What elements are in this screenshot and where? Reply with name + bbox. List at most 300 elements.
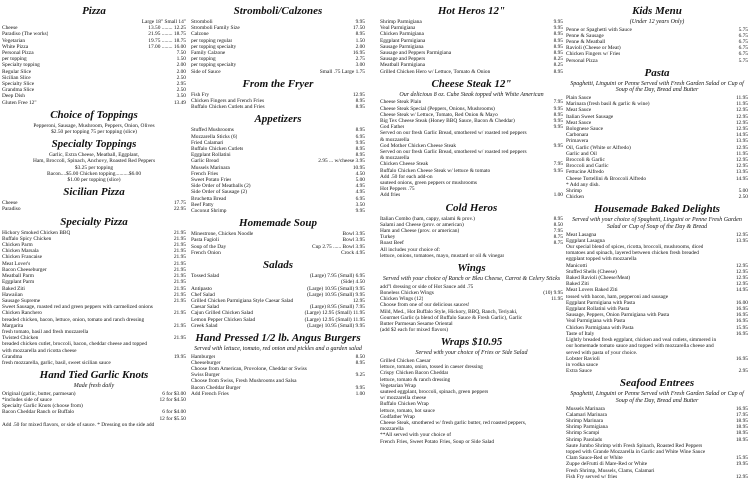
menu-item-name: Soup of the Day — [191, 243, 227, 250]
menu-item-price: 21.95 — [173, 266, 186, 273]
section-subtitle: Served with your choice of Spaghetti, Linguini or Penne Fresh Garden Salad or Cup of Soup of the Day & Bread — [572, 217, 742, 231]
menu-item-price: 6.75 — [738, 32, 748, 39]
menu-item-name: Lemon Pepper Chicken Salad — [191, 316, 256, 323]
menu-item-price: 18.95 — [735, 424, 748, 431]
menu-item-name: Bolognese Sauce — [566, 126, 603, 133]
menu-item-name: Shrimp Parolado — [566, 436, 603, 443]
menu-item — [191, 391, 365, 397]
menu-column-4 — [566, 2, 748, 483]
menu-item-name: Choose from Swiss, Fresh Mushrooms and Salsa — [191, 378, 297, 385]
menu-item-price: 11.95 — [736, 150, 748, 157]
menu-item-price: 9.95 — [553, 124, 563, 131]
menu-item-name: Sweet Sausage, roasted red and green peppers with carmelized onions — [2, 304, 153, 311]
menu-item-price: 7.50 — [176, 50, 186, 57]
menu-item-name: Butter Parmesan Sesame Oriental — [380, 320, 453, 327]
menu-item-name: Chicken Ranchero — [2, 310, 42, 317]
menu-item-name: per topping specialty — [191, 62, 237, 69]
menu-item-price: 9.95 — [553, 167, 563, 174]
menu-item-price: 17.00 ........ 16.00 — [148, 43, 186, 50]
section-title: From the Fryer — [242, 77, 314, 90]
menu-item-price: (Large) 10.95 (Small) 9.95 — [307, 322, 365, 329]
menu-item-price: (10) 9.95 — [543, 289, 563, 296]
menu-item-name: Mozzarella Sticks (6) — [191, 133, 238, 140]
menu-item-price: 1.00 — [355, 390, 365, 397]
section-text-line: $1.00 per topping (slice) — [67, 177, 121, 184]
menu-item-name: Chicken Wings (12) — [380, 296, 424, 303]
menu-item-price: 18.95 — [735, 417, 748, 424]
menu-item-price: 14.95 — [735, 132, 748, 139]
menu-item-price — [183, 422, 186, 428]
menu-item — [191, 104, 365, 110]
section-title: Homemade Soup — [239, 217, 317, 230]
menu-item-price: (Large) 12.95 (Small) 11.95 — [304, 316, 365, 323]
menu-item-name: Grilled Chicken Parmigiana Style Caesar Salad — [191, 297, 294, 304]
menu-item-name: Hamburger — [191, 353, 216, 360]
menu-item-name: Fish Fry — [191, 91, 210, 98]
menu-item-price: 12.95 — [735, 119, 748, 126]
menu-item-price: 16.95 — [735, 306, 748, 313]
menu-item-price: 19.95 — [735, 461, 748, 468]
menu-item-price — [183, 360, 186, 366]
menu-item-name: Buffalo Chicken Wrap — [380, 401, 429, 408]
menu-item-name: Shrimp Marinara — [566, 417, 603, 424]
menu-item-price: 17.50 — [352, 25, 365, 32]
section-subtitle: Spaghetti, Linguini or Penne Served with Fresh Garden Salad or Cup of Soup of the Day, Bread and Butter — [570, 391, 744, 404]
menu-item-price: 1.50 — [355, 37, 365, 44]
menu-item-price: 21.95 — [173, 297, 186, 304]
menu-item-name: *includes side of sauce — [2, 396, 52, 403]
menu-item-name: Boneless Chicken Wings — [380, 289, 434, 296]
menu-item-price: 14.95 — [735, 175, 748, 182]
menu-item-price: 8.95 — [553, 43, 563, 50]
menu-item-name: Chicken Fingers w/ Fries — [566, 51, 621, 58]
section-title: Hand Pressed 1/2 lb. Angus Burgers — [195, 331, 361, 344]
menu-item-name: topped with Grande Mozzarella in Garlic and White Wine Sauce — [566, 448, 706, 455]
menu-item-price: 21.95 — [173, 229, 186, 236]
menu-item-name: Gluten Free 12" — [2, 99, 37, 106]
menu-item-name: God Mother Chicken Cheese Steak — [380, 142, 457, 149]
menu-item-name: Tossed Salad — [191, 273, 220, 280]
menu-item-name: Meat Lovers Baked Ziti — [566, 287, 618, 294]
menu-item-name: lettuce, tomato, onion, tossed in caeser dressing — [380, 364, 483, 371]
section-title: Specialty Toppings — [51, 138, 137, 151]
menu-item-name: Chicken Parm — [2, 242, 33, 249]
menu-item-name: Cheese Tortellini & Broccoli Alfredo — [566, 175, 647, 182]
menu-item-name: Coconut Shrimp — [191, 208, 227, 215]
menu-item-name: Choose from American, Provolone, Cheddar or Swiss — [191, 365, 307, 372]
menu-item-name: Specialty Slice — [2, 81, 35, 88]
menu-item-price: 2.50 — [738, 194, 748, 201]
menu-item-name: Stromboli — [191, 19, 213, 25]
menu-item-name: Chicken Parmigiana with Pasta — [566, 324, 634, 331]
menu-item-price: 12 for $4.50 — [159, 396, 186, 403]
menu-item-price: 21.95 — [173, 310, 186, 317]
menu-item-name: Sausage, Peppers, Onion Parmigiana with Pasta — [566, 312, 670, 319]
menu-item-name: Baked Ziti — [566, 281, 589, 288]
menu-item — [191, 69, 365, 75]
menu-column-3 — [380, 2, 563, 483]
menu-item-name: Add French Fries — [191, 390, 229, 397]
menu-item-name: Minestrone, Chicken Noodle — [191, 231, 254, 238]
menu-item-name: Carbonara — [566, 132, 589, 139]
menu-item-price: 12.95 — [735, 107, 748, 114]
menu-item-name: Lightly breaded fresh eggplant, chicken and veal cutlets, simmered in — [566, 337, 717, 344]
menu-item-name: Garlic and Oil — [566, 150, 597, 157]
menu-item-name: Add fries — [380, 192, 401, 199]
menu-item-name: Zuppe deFrutti di Mare-Red or White — [566, 461, 648, 468]
menu-item-name: Salami and Cheese (prov. or american) — [380, 221, 464, 228]
menu-item-price: 3.50 — [355, 201, 365, 208]
menu-item-name: Sausage and Peppers Parmigiana — [380, 50, 452, 57]
menu-item — [2, 422, 186, 428]
menu-item — [566, 194, 748, 200]
menu-item-name: Grilled Chicken Caesar — [380, 357, 431, 364]
menu-item-name: Our special blend of spices, ricotta, broccoli, mushrooms, diced — [566, 244, 704, 251]
menu-section — [191, 259, 365, 329]
menu-item-price: 12.95 — [735, 163, 748, 170]
menu-item-name: Family Calzone — [191, 50, 226, 57]
section-title: Pizza — [82, 5, 106, 17]
menu-item-name: per topping — [191, 56, 216, 63]
menu-item-name: Margarita — [2, 322, 24, 329]
menu-item-price: 11.95 — [551, 296, 563, 303]
menu-item-price: 9.95 — [553, 105, 563, 112]
menu-item-name: Twisted Chicken — [2, 335, 39, 342]
menu-item-name: add"l dressing or side of Hot Sauce add .75 — [380, 283, 474, 290]
menu-item-price: 17.75 — [173, 200, 186, 207]
menu-item-price: 8.95 — [355, 31, 365, 38]
menu-item-name: sauteed onions, green peppers or mushrooms — [380, 180, 478, 187]
menu-item-price: 7.95 — [553, 228, 563, 235]
menu-item-price: 2.95 ... w/cheese 3.95 — [318, 158, 365, 165]
menu-section — [566, 377, 748, 480]
menu-item-name: Chicken Parmigiana — [380, 31, 424, 38]
menu-section — [191, 78, 365, 111]
menu-item-name: in vodka sauce — [566, 361, 599, 368]
menu-item — [380, 69, 563, 75]
menu-item-price: 9.25 — [355, 372, 365, 379]
menu-item-price: 6.75 — [738, 51, 748, 58]
section-subtitle: Served with lettuce, tomato, red onion and pickles and a garden salad — [194, 345, 362, 352]
menu-item-price: 8.95 — [553, 31, 563, 38]
menu-item-price: 8.75 — [553, 240, 563, 247]
menu-item-price: Bowl 3.95 — [342, 231, 365, 238]
menu-item-name: Add .50 for mixed flavors, or side of sauce. * Dressing on the side add — [2, 421, 155, 428]
menu-item-name: Cheese Steak Special (Peppers, Onions, Mushrooms) — [380, 105, 495, 112]
menu-item-price: 18.95 — [735, 436, 748, 443]
menu-item-name: White Pizza — [2, 43, 29, 50]
menu-item-price: 8.95 — [355, 146, 365, 153]
menu-item-name: our homemade tomato sauce and topped with mozzarella cheese and — [566, 343, 714, 350]
menu-item-price: 2.00 — [176, 62, 186, 69]
menu-item-name: Fried Calamari — [191, 139, 224, 146]
menu-item-name: Shrimp Parmigiana — [380, 19, 422, 25]
menu-item-price: 8.95 — [355, 98, 365, 105]
menu-item-price: (Large) 10.95 (Small) 9.95 — [307, 285, 365, 292]
menu-item-name: Cheese Steak Plain — [380, 99, 422, 106]
menu-item-name: French Fries, Sweet Potato Fries, Soup or Side Salad — [380, 438, 495, 445]
menu-item-name: Grilled Chicken Hero w/ Lettuce, Tomato & Onion — [380, 68, 491, 75]
menu-section — [566, 5, 748, 64]
menu-item-price: 6 for $3.00 — [162, 390, 186, 397]
menu-item-price: 21.95 — [173, 273, 186, 280]
menu-item-name: Meatball Parmigiana — [380, 62, 426, 69]
menu-item-price: 21.95 — [173, 291, 186, 298]
menu-item-price: 12.95 — [352, 91, 365, 98]
menu-item-name: Deep Dish — [2, 93, 25, 100]
menu-item-name: Grandma Slice — [2, 87, 35, 94]
menu-item-price: 16.95 — [735, 355, 748, 362]
menu-column-1 — [2, 2, 186, 483]
section-text-line: Bacon....$5.00 Chicken topping..........$6.00 — [46, 170, 142, 177]
menu-item — [191, 323, 365, 329]
menu-item-name: Chicken Francaise — [2, 254, 42, 261]
menu-item-name: Gourmet Garlic (a blend of Buffalo Sauce & Fresh Garlic), Garlic — [380, 314, 523, 321]
menu-item-price: 9.95 — [355, 208, 365, 215]
menu-item-price: 16.95 — [735, 312, 748, 319]
menu-section — [380, 262, 563, 333]
menu-item-price: 2.00 — [355, 43, 365, 50]
section-text-line: Garlic, Extra Cheese, Meatball, Eggplant, — [48, 152, 140, 159]
menu-item-price: 9.95 — [355, 19, 365, 25]
menu-item — [2, 100, 186, 106]
section-subtitle: Our delicious 8 oz. Cube Steak topped with White American — [399, 91, 544, 98]
menu-item-price: 13.95 — [735, 138, 748, 145]
menu-item-name: breaded chicken cutlet, broccoli, bacon, cheddar cheese and topped — [2, 341, 148, 348]
menu-item-price: 21.95 ........ 18.75 — [148, 31, 186, 38]
menu-item-name: Penne or Spaghetti with Sauce — [566, 26, 632, 33]
menu-item-price: 11.95 — [736, 95, 748, 101]
menu-item-name: Eggplant Lasagna — [566, 237, 605, 244]
menu-item-price: Large 18" Small 14" — [141, 19, 186, 25]
section-title: Choice of Toppings — [50, 108, 138, 121]
menu-item-name: Garlic Bread — [191, 158, 219, 165]
menu-item-price: 4.95 — [355, 183, 365, 190]
menu-item-price: 4.95 — [355, 189, 365, 196]
menu-item-price: 13.49 — [173, 99, 186, 106]
menu-item-name: Buffalo Chicken Cutlets and Fries — [191, 104, 265, 111]
section-title: Seafood Entrees — [619, 377, 695, 390]
menu-item-name: Specialty topping — [2, 62, 40, 69]
section-title: Specialty Pizza — [60, 215, 128, 228]
section-subtitle: Made fresh daily — [73, 383, 115, 390]
menu-item-price: 8.50 — [553, 221, 563, 228]
menu-section — [2, 109, 186, 135]
menu-item-name: Personal Pizza — [566, 57, 598, 64]
menu-item-price: 21.95 — [173, 235, 186, 242]
menu-item-name: Swiss Burger — [191, 372, 220, 379]
menu-item-name: Taste of Italy — [566, 330, 595, 337]
section-title: Stromboli/Calzones — [233, 5, 323, 17]
section-title: Wings — [457, 262, 486, 275]
menu-section — [380, 5, 563, 75]
menu-item-name: Roast Beef — [380, 240, 404, 247]
menu-item-price: 12.95 — [735, 113, 748, 120]
menu-item-name: Chicken Marsala — [2, 248, 39, 255]
menu-item-name: Original (garlic, butter, parmesan) — [2, 390, 76, 397]
menu-item-name: Specialty Garlic Knots (choose from) — [2, 403, 83, 410]
menu-section — [2, 369, 186, 428]
menu-item-price: 21.95 — [173, 279, 186, 286]
menu-item-price: 6.75 — [738, 45, 748, 52]
menu-item-name: Beef Patty — [191, 201, 214, 208]
menu-item-name: Hot Peppers .75 — [380, 186, 415, 193]
menu-item-name: Manicotti — [566, 262, 587, 269]
menu-item-name: breaded chicken, bacon, lettuce, onion, tomato and ranch dressing — [2, 316, 145, 323]
menu-item-price: (Large) 8.95 (Small) 7.95 — [309, 304, 365, 311]
menu-item-price: 11.95 — [736, 101, 748, 108]
menu-item-price: 12.95 — [735, 144, 748, 151]
menu-item-name: Penne & Meatball — [566, 39, 606, 45]
menu-item-name: Penne & Sausage — [566, 32, 604, 39]
menu-item-name: lettuce, tomato & ranch dressing — [380, 376, 451, 383]
menu-item-name: Cajun Grilled Chicken Salad — [191, 310, 254, 317]
menu-item-name: Hawaiian — [2, 291, 23, 298]
menu-item-name: Add .50 for each add-on — [380, 173, 433, 180]
menu-item-name: Mussels Marinara — [191, 164, 230, 171]
menu-item-name: Ravioli (Cheese or Meat) — [566, 45, 621, 52]
menu-item-name: per topping — [2, 56, 27, 63]
menu-section — [380, 78, 563, 199]
menu-item-price: 16.95 — [735, 330, 748, 337]
menu-item-price: 15.95 — [735, 324, 748, 331]
menu-item — [2, 206, 186, 212]
menu-item-name: Calamari Marinara — [566, 411, 607, 418]
menu-item-price: 6.95 — [355, 133, 365, 140]
menu-item-price: 2.50 — [176, 87, 186, 94]
section-title: Wraps $10.95 — [440, 336, 503, 349]
menu-item-name: Baked Ziti — [2, 285, 25, 292]
menu-item-name: Eggplant Rollatini with Pasta — [566, 306, 630, 313]
menu-item-name: Personal Pizza — [2, 50, 34, 57]
menu-item-name: Vegetarian — [2, 37, 26, 44]
menu-section — [566, 203, 748, 374]
menu-item-price: 4.50 — [355, 170, 365, 177]
menu-item-price: 6 for $4.00 — [162, 409, 186, 416]
menu-item-price: 18.95 — [735, 430, 748, 437]
section-title: Pasta — [644, 66, 670, 79]
menu-item-price: 16.95 — [735, 318, 748, 325]
section-title: Sicilian Pizza — [63, 186, 125, 199]
menu-section — [191, 217, 365, 256]
menu-item-price: 21.95 — [173, 248, 186, 255]
menu-item-price: 1.50 — [176, 56, 186, 63]
menu-item-price: 12.95 — [735, 281, 748, 288]
menu-item-price: Bowl 3.95 — [342, 237, 365, 244]
menu-item-name: Bacon Cheddar Ranch or Buffalo — [2, 409, 75, 416]
menu-item-name: Cheeseburger — [191, 359, 221, 366]
section-subtitle: Served with your choice of Fries or Side Salad — [415, 350, 528, 357]
section-title: Salads — [263, 259, 293, 272]
menu-item-name: Stromboli Family Size — [191, 25, 240, 32]
menu-section — [2, 5, 186, 106]
menu-item-name: Side Order of Sausage (2) — [191, 189, 247, 196]
menu-item-name: Clam Sauce-Red or White — [566, 455, 623, 462]
menu-item-name: Hickory Smoked Chicken BBQ — [2, 229, 71, 236]
section-subtitle: Spaghetti, Linguini or Penne Served with Fresh Garden Salad or Cup of Soup of the Day, Bread and Butter — [570, 80, 744, 94]
menu-item-price: 21.95 — [173, 322, 186, 329]
menu-item-price: 5.75 — [738, 57, 748, 64]
menu-item-price: 12.95 — [735, 275, 748, 282]
menu-item-name: & mozzarella — [380, 155, 410, 162]
menu-section — [191, 113, 365, 214]
menu-item-price: 8.95 — [553, 215, 563, 222]
menu-item-name: Eggplant Parm — [2, 279, 35, 286]
menu-item-name: Side of Sauce — [191, 68, 221, 75]
menu-item-name: Pasta Fagioli — [191, 237, 220, 244]
section-title: Appetizers — [254, 113, 302, 126]
menu-section — [380, 336, 563, 444]
menu-item-price — [560, 327, 563, 333]
menu-item-name: Shrimp — [566, 188, 582, 195]
menu-item-name: Meat Sauce — [566, 119, 592, 126]
menu-item-name: Cheese Steak w/ Lettuce, Tomato, Red Onion & Mayo — [380, 111, 498, 118]
menu-item-name: Buffalo Chicken Cutlets — [191, 146, 244, 153]
menu-item-name: Cheese — [2, 200, 18, 207]
menu-item-price: 16.95 — [735, 405, 748, 412]
menu-item-name: Primavera — [566, 138, 589, 145]
menu-item-price: 7.95 — [553, 161, 563, 168]
menu-item-price: (Side) 4.50 — [341, 279, 365, 286]
menu-item-name: Sausage and Peppers — [380, 56, 426, 63]
menu-item-price: 9.95 — [553, 19, 563, 25]
menu-item-name: Marinara (fresh basil & garlic & wine) — [566, 101, 650, 108]
menu-item-name: Saute Jumbo Shrimp with Fresh Spinach, Roasted Red Peppers — [566, 442, 703, 449]
menu-item-price: 8.95 — [553, 37, 563, 44]
menu-item-price — [560, 253, 563, 259]
menu-item-name: Calzone — [191, 31, 209, 38]
menu-item-price: 6.95 — [355, 195, 365, 202]
menu-item-name: served with pasta of your choice. — [566, 349, 638, 356]
menu-item-price: 9.95 — [553, 142, 563, 149]
menu-section — [2, 138, 186, 183]
menu-item-name: Caesar Salad — [191, 304, 219, 311]
menu-item-price: 8.25 — [553, 62, 563, 69]
menu-item-name: Meat Sauce — [566, 107, 592, 114]
menu-item-name: Broccoli & Garlic — [566, 157, 605, 164]
section-title: Cheese Steak 12" — [431, 77, 512, 90]
menu-item — [191, 250, 365, 256]
menu-item-price: 16.00 — [735, 299, 748, 306]
menu-item-name: Shrimp Scampi — [566, 430, 600, 437]
menu-item-price: 8.75 — [553, 234, 563, 241]
section-text-line: $2.50 per topping 75 per topping (slice) — [51, 129, 137, 136]
menu-item-price: 5.75 — [738, 26, 748, 33]
menu-section — [566, 67, 748, 201]
section-title: Housemade Baked Delights — [594, 203, 720, 216]
menu-item-name: Buffalo Chicken Cheese Steak w/ lettuce & tomato — [380, 167, 491, 174]
menu-item-price: 8.25 — [553, 56, 563, 63]
menu-item-name: Stuffed Mushrooms — [191, 127, 234, 134]
menu-item-name: Meatball Parm — [2, 273, 34, 280]
menu-item-name: French Fries — [191, 170, 219, 177]
menu-item-name: per topping specialty — [191, 43, 237, 50]
menu-item-price: 16.95 — [352, 50, 365, 57]
menu-item-name: Sicilian Slice — [2, 74, 31, 81]
menu-item-name: lettuce, tomato, hot sauce — [380, 407, 435, 414]
menu-item — [380, 192, 563, 198]
menu-item-name: Lobster Ravioli — [566, 355, 600, 362]
menu-item — [191, 208, 365, 214]
menu-item-name: Godfather Wrap — [380, 413, 415, 420]
menu-item-name: Sweet Potato Fries — [191, 177, 232, 184]
menu-item-price: 8.95 — [355, 104, 365, 111]
menu-item-name: Baked Ravioli (Cheese/Meat) — [566, 275, 631, 282]
menu-item-price: Crock 4.95 — [341, 249, 365, 256]
menu-item-price: 10.95 — [352, 164, 365, 171]
menu-item-name: Bruchetta Bread — [191, 195, 227, 202]
menu-item-name: Bacon Cheeseburger — [2, 266, 47, 273]
